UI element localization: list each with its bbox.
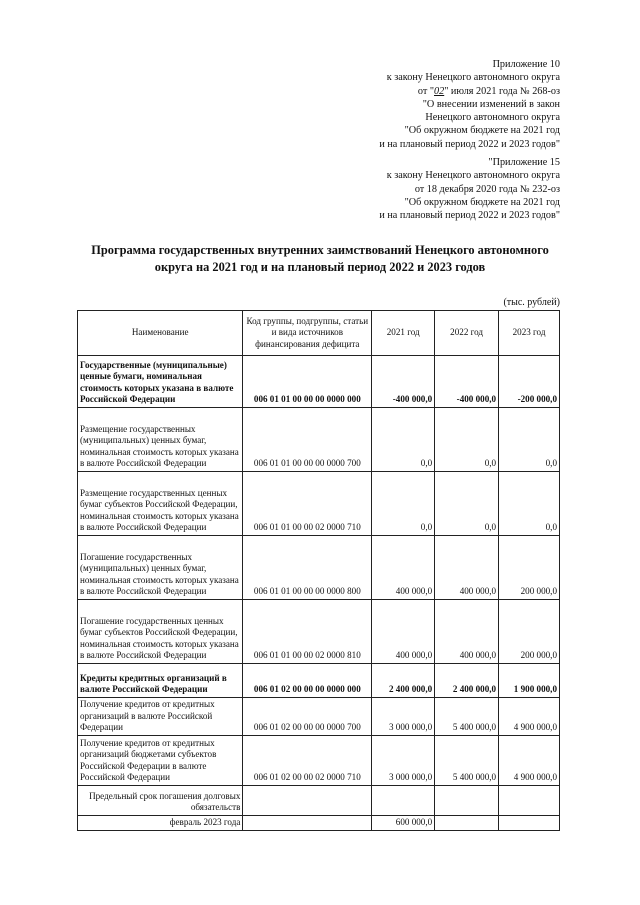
row-name: Кредиты кредитных организаций в валюте Российской Федерации [78,664,243,698]
row-code: 006 01 01 00 00 00 0000 000 [243,356,372,408]
date-suffix: " июля 2021 года № 268-оз [444,85,560,97]
appendix-10-line: к закону Ненецкого автономного округа [386,72,560,84]
row-2021: -400 000,0 [372,356,435,408]
row-2023: 4 900 000,0 [499,736,560,786]
table-row [78,816,560,831]
row-2021 [372,786,435,816]
row-name: Предельный срок погашения долговых обязательств [78,786,243,816]
row-2023: 1 900 000,0 [499,664,560,698]
row-code: 006 01 02 00 00 00 0000 700 [243,698,372,736]
row-2021: 2 400 000,0 [372,664,435,698]
table-row [78,664,560,698]
header-name: Наименование [78,311,243,356]
appendix-15-line: "Об окружном бюджете на 2021 год [404,196,560,208]
appendix-10-line: Ненецкого автономного округа [425,112,560,124]
row-code: 006 01 01 00 00 02 0000 810 [243,600,372,664]
row-2022 [435,786,499,816]
row-2022: 0,0 [435,472,499,536]
row-name: Получение кредитов от кредитных организаций в валюте Российской Федерации [78,698,243,736]
row-2023: -200 000,0 [499,356,560,408]
row-2021: 400 000,0 [372,600,435,664]
table-row [78,600,560,664]
row-code [243,816,372,831]
appendix-10-line: и на плановый период 2022 и 2023 годов" [379,138,560,150]
row-code: 006 01 02 00 00 00 0000 000 [243,664,372,698]
appendix-15-line: "Приложение 15 [488,157,560,168]
title-line: Программа государственных внутренних заимствований Ненецкого автономного [91,243,549,257]
row-2022: -400 000,0 [435,356,499,408]
appendix-10-date-line [379,85,560,98]
table-row [78,736,560,786]
row-name: февраль 2023 года [78,816,243,831]
table-header-row [78,311,560,356]
row-2023 [499,816,560,831]
document-title [60,242,580,275]
row-name: Государственные (муниципальные) ценные бумаги, номинальная стоимость которых указана в валюте Российской Федерации [78,356,243,408]
row-name: Размещение государственных (муниципальных) ценных бумаг, номинальная стоимость которых указана в валюте Российской Федерации [78,408,243,472]
row-name: Погашение государственных (муниципальных) ценных бумаг, номинальная стоимость которых указана в валюте Российской Федерации [78,536,243,600]
row-2021: 3 000 000,0 [372,736,435,786]
row-code: 006 01 01 00 00 00 0000 700 [243,408,372,472]
row-2023: 200 000,0 [499,536,560,600]
row-name: Погашение государственных ценных бумаг субъектов Российской Федерации, номинальная стоимость которых указана в валюте Российской Федерации [78,600,243,664]
row-2023: 200 000,0 [499,600,560,664]
row-2021: 400 000,0 [372,536,435,600]
row-code: 006 01 01 00 00 00 0000 800 [243,536,372,600]
row-2022: 5 400 000,0 [435,698,499,736]
row-2022: 400 000,0 [435,536,499,600]
row-2023: 0,0 [499,408,560,472]
borrowing-table [77,310,560,831]
row-2022 [435,816,499,831]
row-2022: 400 000,0 [435,600,499,664]
header-2022: 2022 год [435,311,499,356]
row-name: Получение кредитов от кредитных организаций бюджетами субъектов Российской Федерации в валюте Российской Федерации [78,736,243,786]
header-2021: 2021 год [372,311,435,356]
row-code: 006 01 01 00 00 02 0000 710 [243,472,372,536]
row-2021: 0,0 [372,408,435,472]
appendix-10-line: "О внесении изменений в закон [422,98,560,110]
appendix-15-line: и на плановый период 2022 и 2023 годов" [379,210,560,222]
handwritten-day: 02 [434,85,445,97]
header-2023: 2023 год [499,311,560,356]
units-label: (тыс. рублей) [503,297,560,308]
row-2023 [499,786,560,816]
table-row [78,408,560,472]
row-name: Размещение государственных ценных бумаг субъектов Российской Федерации, номинальная стоимость которых указана в валюте Российской Федерации [78,472,243,536]
row-code [243,786,372,816]
date-prefix: от " [417,85,435,97]
row-2023: 4 900 000,0 [499,698,560,736]
appendix-10-line: "Об окружном бюджете на 2021 год [404,125,560,137]
appendix-15-header [379,156,560,222]
row-2023: 0,0 [499,472,560,536]
row-2022: 2 400 000,0 [435,664,499,698]
appendix-10-header [379,58,560,151]
title-line: округа на 2021 год и на плановый период 2022 и 2023 годов [154,259,486,274]
row-2021: 600 000,0 [372,816,435,831]
appendix-15-line: к закону Ненецкого автономного округа [386,170,560,182]
header-code: Код группы, подгруппы, статьи и вида источников финансирования дефицита [243,311,372,356]
row-2021: 0,0 [372,472,435,536]
appendix-10-line: Приложение 10 [492,59,560,70]
table-row [78,786,560,816]
table-row [78,536,560,600]
row-2022: 0,0 [435,408,499,472]
appendix-15-line: от 18 декабря 2020 года № 232-оз [414,183,560,195]
table-row [78,356,560,408]
table-row [78,472,560,536]
row-2021: 3 000 000,0 [372,698,435,736]
table-row [78,698,560,736]
row-code: 006 01 02 00 00 02 0000 710 [243,736,372,786]
row-2022: 5 400 000,0 [435,736,499,786]
